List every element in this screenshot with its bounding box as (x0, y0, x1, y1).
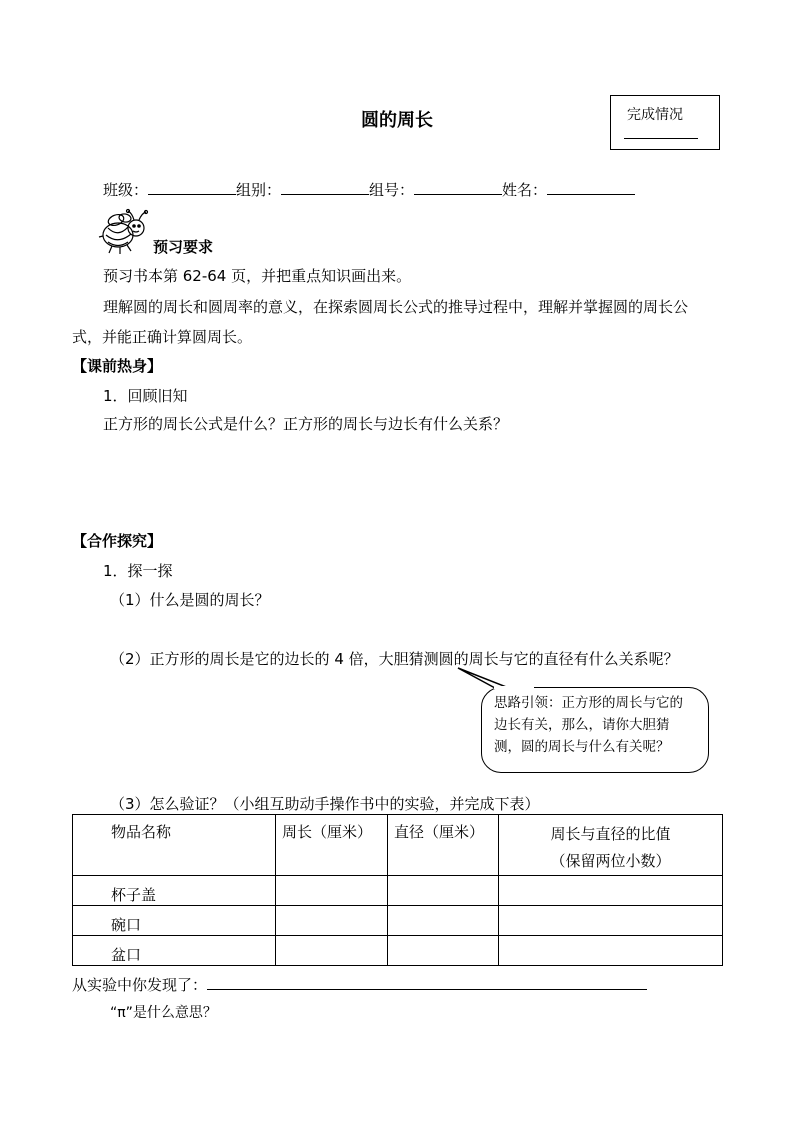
completion-status-box (610, 95, 720, 150)
explore-item-1: 1．探一探 (103, 562, 173, 580)
header-diameter: 直径（厘米） (388, 815, 499, 876)
header-item-name: 物品名称 (73, 815, 276, 876)
cell-input[interactable] (499, 936, 723, 966)
class-blank[interactable] (148, 180, 236, 195)
preview-line-3: 式，并能正确计算圆周长。 (72, 328, 253, 346)
table-row (73, 936, 723, 966)
cell-input[interactable] (388, 906, 499, 936)
group-number-label: 组号： (369, 181, 415, 199)
completion-status-blank[interactable] (624, 138, 698, 139)
bee-icon (98, 208, 154, 258)
explore-question-3: （3）怎么验证？（小组互助动手操作书中的实验，并完成下表） (110, 795, 540, 813)
table-row (73, 876, 723, 906)
explore-heading: 【合作探究】 (72, 532, 163, 550)
preview-line-2: 理解圆的周长和圆周率的意义，在探索圆周长公式的推导过程中，理解并掌握圆的周长公 (103, 298, 689, 316)
discovery-blank[interactable] (207, 976, 647, 990)
header-ratio-label: 周长与直径的比值 (550, 825, 671, 843)
name-label: 姓名： (502, 181, 548, 199)
pi-question: “π”是什么意思？ (110, 1005, 217, 1021)
group-blank[interactable] (281, 180, 369, 195)
explore-question-1: （1）什么是圆的周长？ (110, 591, 270, 609)
hint-bubble-tail-mask (494, 686, 534, 690)
header-circumference: 周长（厘米） (276, 815, 388, 876)
discovery-prompt (72, 974, 647, 995)
explore-question-2: （2）正方形的周长是它的边长的 4 倍，大胆猜测圆的周长与它的直径有什么关系呢？ (110, 650, 679, 668)
row-label-cup-lid: 杯子盖 (73, 876, 276, 906)
discovery-label: 从实验中你发现了： (72, 976, 208, 994)
row-label-bowl: 碗口 (73, 906, 276, 936)
preview-line-1: 预习书本第 62-64 页，并把重点知识画出来。 (103, 267, 412, 285)
class-label: 班级： (103, 181, 149, 199)
name-blank[interactable] (547, 180, 635, 195)
completion-status-label: 完成情况 (627, 107, 683, 123)
group-number-blank[interactable] (414, 180, 502, 195)
cell-input[interactable] (276, 906, 388, 936)
warmup-question: 正方形的周长公式是什么？正方形的周长与边长有什么关系？ (103, 415, 509, 433)
cell-input[interactable] (388, 936, 499, 966)
page-title: 圆的周长 (361, 110, 433, 131)
student-info-row (103, 179, 635, 200)
row-label-basin: 盆口 (73, 936, 276, 966)
cell-input[interactable] (499, 906, 723, 936)
preview-heading: 预习要求 (153, 238, 214, 256)
cell-input[interactable] (276, 936, 388, 966)
table-header-row (73, 815, 723, 876)
warmup-heading: 【课前热身】 (72, 357, 163, 375)
header-ratio (499, 815, 723, 876)
cell-input[interactable] (276, 876, 388, 906)
hint-bubble: 思路引领：正方形的周长与它的边长有关，那么，请你大胆猜测，圆的周长与什么有关呢？ (481, 687, 709, 773)
group-label: 组别： (236, 181, 282, 199)
header-ratio-note: （保留两位小数） (550, 852, 671, 870)
warmup-item-1: 1．回顾旧知 (103, 387, 188, 405)
cell-input[interactable] (388, 876, 499, 906)
experiment-table (72, 814, 723, 966)
table-row (73, 906, 723, 936)
cell-input[interactable] (499, 876, 723, 906)
